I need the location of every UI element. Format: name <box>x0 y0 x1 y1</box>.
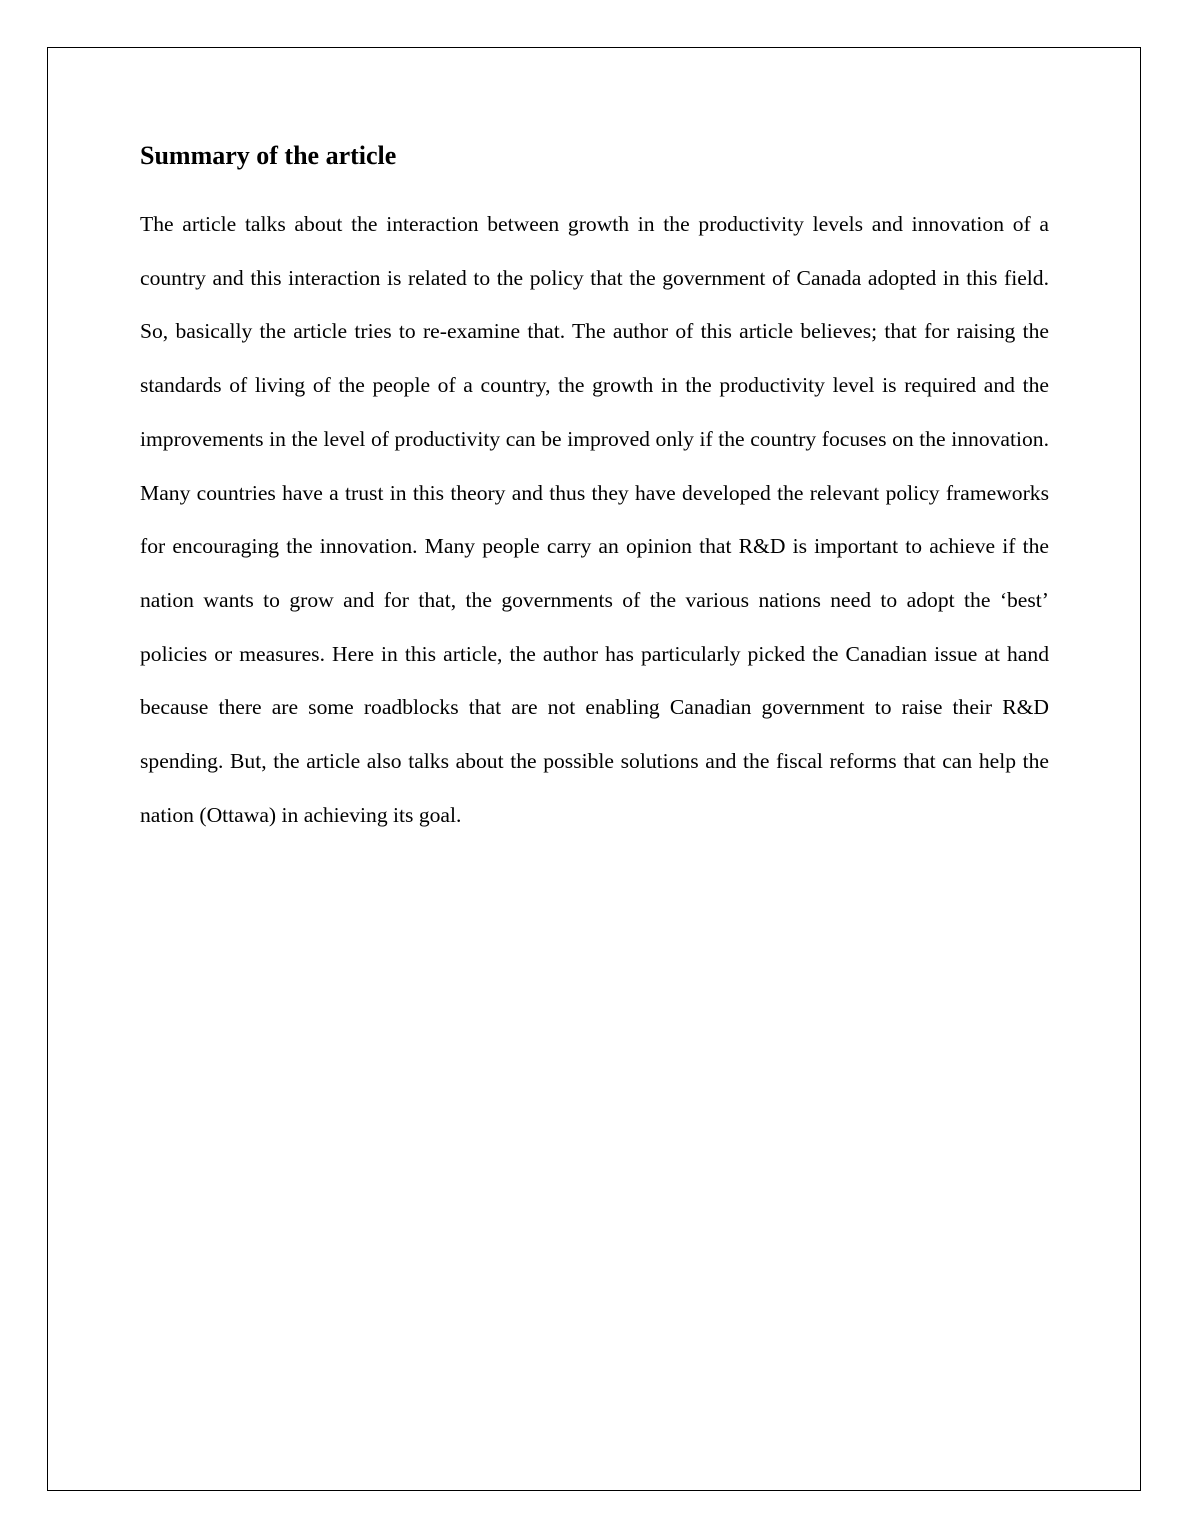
document-content <box>140 130 1049 842</box>
summary-paragraph: The article talks about the interaction between growth in the productivity levels and innovation of a country and this interaction is related to the policy that the government of Canada adopted in this field. So, basically the article tries to re-examine that. The author of this article believes; that for raising the standards of living of the people of a country, the growth in the productivity level is required and the improvements in the level of productivity can be improved only if the country focuses on the innovation. Many countries have a trust in this theory and thus they have developed the relevant policy frameworks for encouraging the innovation. Many people carry an opinion that R&D is important to achieve if the nation wants to grow and for that, the governments of the various nations need to adopt the ‘best’ policies or measures. Here in this article, the author has particularly picked the Canadian issue at hand because there are some roadblocks that are not enabling Canadian government to raise their R&D spending. But, the article also talks about the possible solutions and the fiscal reforms that can help the nation (Ottawa) in achieving its goal. <box>140 212 1049 827</box>
section-heading: Summary of the article <box>140 141 397 170</box>
